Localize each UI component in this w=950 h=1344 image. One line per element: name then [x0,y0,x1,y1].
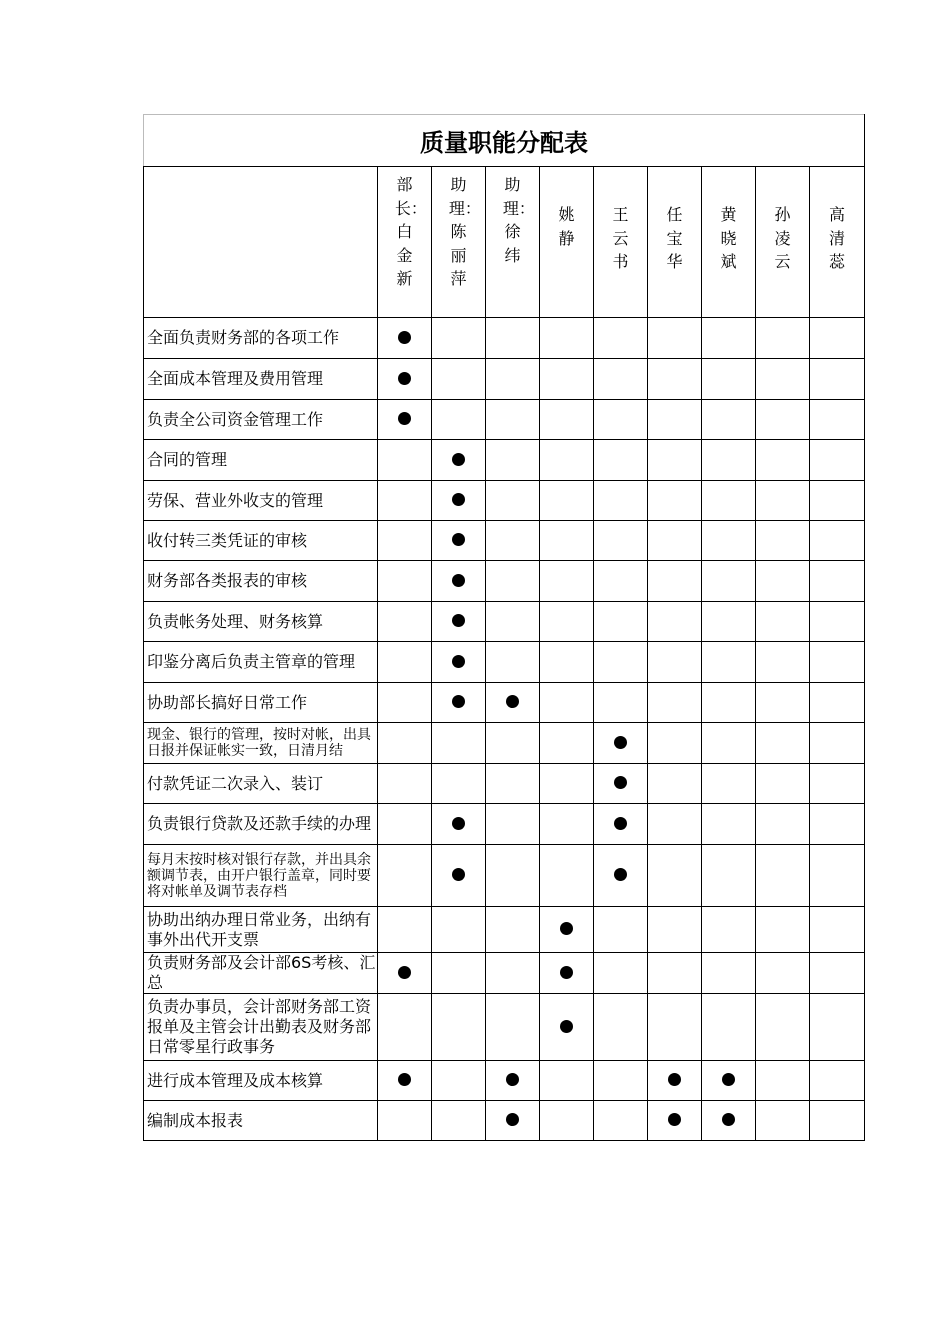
assigned-dot-icon [398,331,411,344]
assignment-cell [378,561,432,602]
assignment-cell [378,723,432,764]
assignment-cell [756,804,810,845]
assignment-cell [486,683,540,723]
table-row [144,845,865,907]
table-row [144,804,865,845]
task-cell: 每月末按时核对银行存款，并出具余额调节表，由开户银行盖章，同时要将对帐单及调节表存档 [144,845,378,907]
assignment-cell [486,723,540,764]
assignment-cell [378,804,432,845]
assignment-cell [594,602,648,642]
assignment-cell [486,561,540,602]
assignment-cell [378,683,432,723]
assignment-cell [756,845,810,907]
assignment-cell [702,359,756,400]
assignment-cell [540,440,594,481]
assignment-cell [702,1101,756,1141]
assignment-cell [594,481,648,521]
task-cell: 编制成本报表 [144,1101,378,1141]
person-header [594,167,648,318]
assignment-cell [432,521,486,561]
assignment-cell [648,318,702,359]
assignment-cell [378,1101,432,1141]
person-header [486,167,540,318]
table-row [144,683,865,723]
task-cell: 收付转三类凭证的审核 [144,521,378,561]
task-header-empty [144,167,378,318]
assignment-cell [648,907,702,953]
table-row [144,602,865,642]
table-row [144,318,865,359]
assignment-cell [702,994,756,1061]
assignment-cell [702,845,756,907]
assignment-cell [756,907,810,953]
assigned-dot-icon [560,1020,573,1033]
assignment-cell [540,907,594,953]
assignment-cell [810,521,865,561]
assignment-cell [756,440,810,481]
task-cell: 负责财务部及会计部6S考核、汇总 [144,953,378,994]
assignment-cell [378,521,432,561]
assigned-dot-icon [506,1113,519,1126]
assignment-cell [810,561,865,602]
assignment-cell [378,602,432,642]
assignment-cell [540,723,594,764]
assignment-cell [432,642,486,683]
assignment-cell [486,521,540,561]
assignment-cell [594,440,648,481]
task-cell: 劳保、营业外收支的管理 [144,481,378,521]
assignment-cell [810,1101,865,1141]
assignment-cell [486,994,540,1061]
table-row [144,521,865,561]
assigned-dot-icon [722,1113,735,1126]
assignment-cell [486,953,540,994]
assignment-cell [594,804,648,845]
assignment-cell [648,804,702,845]
assignment-cell [702,602,756,642]
assignment-cell [486,359,540,400]
assigned-dot-icon [398,412,411,425]
assignment-cell [648,953,702,994]
title-row [144,115,865,167]
assignment-cell [810,400,865,440]
person-header [756,167,810,318]
assignment-cell [756,723,810,764]
assigned-dot-icon [722,1073,735,1086]
assignment-cell [594,907,648,953]
assignment-cell [594,764,648,804]
task-cell: 协助出纳办理日常业务，出纳有事外出代开支票 [144,907,378,953]
person-name: 姚 静 [558,205,591,248]
table-row [144,561,865,602]
assignment-cell [648,561,702,602]
table-row [144,400,865,440]
assigned-dot-icon [452,695,465,708]
assignment-cell [702,953,756,994]
assignment-cell [594,953,648,994]
table-row [144,642,865,683]
assignment-cell [594,318,648,359]
assignment-cell [486,764,540,804]
person-name: 黄晓斌 [720,205,737,271]
task-cell: 全面负责财务部的各项工作 [144,318,378,359]
assignment-cell [432,1101,486,1141]
assignment-cell [432,764,486,804]
assignment-cell [378,907,432,953]
table-row [144,481,865,521]
assignment-cell [648,642,702,683]
assignment-cell [702,683,756,723]
task-cell: 全面成本管理及费用管理 [144,359,378,400]
assignment-cell [810,723,865,764]
assigned-dot-icon [398,372,411,385]
table-row [144,1101,865,1141]
assigned-dot-icon [614,817,627,830]
assignment-cell [702,1061,756,1101]
assignment-cell [540,953,594,994]
assignment-cell [432,683,486,723]
assigned-dot-icon [614,736,627,749]
assignment-cell [702,481,756,521]
assignment-cell [378,994,432,1061]
assignment-cell [540,521,594,561]
assignment-cell [378,953,432,994]
assigned-dot-icon [452,533,465,546]
person-name: 助理：徐 纬 [502,175,537,265]
assigned-dot-icon [506,1073,519,1086]
assigned-dot-icon [452,614,465,627]
assignment-cell [756,400,810,440]
assignment-cell [540,318,594,359]
assigned-dot-icon [560,922,573,935]
assignment-cell [648,359,702,400]
person-name: 王云书 [612,205,629,271]
assigned-dot-icon [614,776,627,789]
assignment-cell [432,994,486,1061]
task-cell: 负责银行贷款及还款手续的办理 [144,804,378,845]
assignment-cell [486,804,540,845]
person-name: 部长：白金新 [394,175,427,288]
task-cell: 付款凭证二次录入、装订 [144,764,378,804]
assignment-cell [702,764,756,804]
person-name: 孙凌云 [774,205,791,271]
person-name: 任宝华 [666,205,683,271]
assignment-cell [486,1061,540,1101]
assignment-cell [810,683,865,723]
assignment-cell [810,953,865,994]
task-cell: 财务部各类报表的审核 [144,561,378,602]
table-row [144,764,865,804]
person-header [432,167,486,318]
assignment-cell [540,400,594,440]
assignment-cell [540,804,594,845]
assignment-cell [702,318,756,359]
assignment-cell [486,907,540,953]
assigned-dot-icon [506,695,519,708]
task-cell: 印鉴分离后负责主管章的管理 [144,642,378,683]
assignment-cell [432,723,486,764]
assigned-dot-icon [452,817,465,830]
assignment-cell [540,481,594,521]
assignment-cell [540,845,594,907]
assignment-cell [432,845,486,907]
assigned-dot-icon [452,655,465,668]
assignment-cell [702,804,756,845]
assignment-cell [702,400,756,440]
assignment-cell [648,1101,702,1141]
table-row [144,953,865,994]
assignment-cell [378,642,432,683]
assignment-cell [378,400,432,440]
assignment-cell [378,845,432,907]
assignment-cell [810,359,865,400]
task-cell: 负责帐务处理、财务核算 [144,602,378,642]
assignment-cell [540,359,594,400]
assigned-dot-icon [398,966,411,979]
assignment-cell [648,764,702,804]
assignment-cell [810,318,865,359]
assignment-cell [378,1061,432,1101]
header-row [144,167,865,318]
assigned-dot-icon [452,868,465,881]
assignment-cell [594,521,648,561]
assignment-cell [540,642,594,683]
assignment-cell [432,953,486,994]
assignment-cell [486,318,540,359]
assignment-cell [648,723,702,764]
assignment-cell [756,1101,810,1141]
assignment-cell [432,440,486,481]
assignment-cell [594,359,648,400]
task-cell: 现金、银行的管理，按时对帐，出具日报并保证帐实一致，日清月结 [144,723,378,764]
person-header [810,167,865,318]
assignment-cell [432,602,486,642]
assignment-cell [702,561,756,602]
assignment-cell [702,907,756,953]
assigned-dot-icon [452,453,465,466]
assignment-cell [540,683,594,723]
assignment-cell [594,723,648,764]
assignment-cell [756,521,810,561]
allocation-table [143,114,865,1141]
table-row [144,994,865,1061]
assignment-cell [648,440,702,481]
task-cell: 协助部长搞好日常工作 [144,683,378,723]
assignment-cell [432,804,486,845]
assignment-cell [540,561,594,602]
assignment-cell [702,642,756,683]
assignment-cell [756,764,810,804]
assignment-cell [702,723,756,764]
assignment-cell [540,764,594,804]
assigned-dot-icon [614,868,627,881]
assignment-cell [648,521,702,561]
assignment-cell [810,481,865,521]
assignment-cell [378,359,432,400]
assignment-cell [540,994,594,1061]
assignment-cell [756,481,810,521]
table-row [144,723,865,764]
assignment-cell [486,1101,540,1141]
assignment-cell [702,440,756,481]
assignment-cell [432,318,486,359]
assignment-cell [378,440,432,481]
assignment-cell [486,642,540,683]
task-cell: 负责全公司资金管理工作 [144,400,378,440]
assignment-cell [648,602,702,642]
table-row [144,440,865,481]
assignment-cell [810,764,865,804]
assigned-dot-icon [452,574,465,587]
table-row [144,907,865,953]
assignment-cell [756,318,810,359]
assignment-cell [756,359,810,400]
assignment-cell [648,481,702,521]
assignment-cell [378,764,432,804]
assignment-cell [486,481,540,521]
assignment-cell [594,642,648,683]
assignment-cell [702,521,756,561]
assignment-cell [810,994,865,1061]
assignment-cell [432,907,486,953]
assignment-cell [810,440,865,481]
task-cell: 合同的管理 [144,440,378,481]
person-name: 助理：陈丽萍 [448,175,481,288]
assignment-cell [594,994,648,1061]
assignment-cell [648,1061,702,1101]
table-row [144,1061,865,1101]
person-header [648,167,702,318]
assignment-cell [432,1061,486,1101]
assignment-cell [756,1061,810,1101]
assignment-cell [486,440,540,481]
assignment-cell [378,481,432,521]
assignment-cell [540,602,594,642]
assignment-cell [810,642,865,683]
assignment-cell [756,953,810,994]
assignment-cell [648,994,702,1061]
assignment-cell [432,400,486,440]
table-row [144,359,865,400]
task-cell: 负责办事员，会计部财务部工资报单及主管会计出勤表及财务部日常零星行政事务 [144,994,378,1061]
assigned-dot-icon [668,1073,681,1086]
table-title: 质量职能分配表 [144,115,865,167]
assignment-cell [594,845,648,907]
assigned-dot-icon [452,493,465,506]
function-allocation-sheet [143,114,864,1141]
assignment-cell [432,359,486,400]
assignment-cell [540,1061,594,1101]
assignment-cell [810,602,865,642]
assignment-cell [756,602,810,642]
person-header [702,167,756,318]
assignment-cell [810,845,865,907]
assignment-cell [810,907,865,953]
assignment-cell [432,481,486,521]
assignment-cell [594,1061,648,1101]
assignment-cell [486,400,540,440]
assignment-cell [810,1061,865,1101]
assigned-dot-icon [560,966,573,979]
assignment-cell [594,1101,648,1141]
assignment-cell [648,845,702,907]
assignment-cell [648,683,702,723]
assignment-cell [540,1101,594,1141]
person-name: 高清蕊 [829,205,846,271]
assignment-cell [756,561,810,602]
person-header [540,167,594,318]
assignment-cell [486,845,540,907]
task-cell: 进行成本管理及成本核算 [144,1061,378,1101]
assigned-dot-icon [398,1073,411,1086]
assignment-cell [594,683,648,723]
assignment-cell [810,804,865,845]
assigned-dot-icon [668,1113,681,1126]
person-header [378,167,432,318]
assignment-cell [486,602,540,642]
assignment-cell [756,683,810,723]
assignment-cell [756,994,810,1061]
assignment-cell [648,400,702,440]
assignment-cell [756,642,810,683]
assignment-cell [432,561,486,602]
assignment-cell [594,400,648,440]
assignment-cell [378,318,432,359]
assignment-cell [594,561,648,602]
